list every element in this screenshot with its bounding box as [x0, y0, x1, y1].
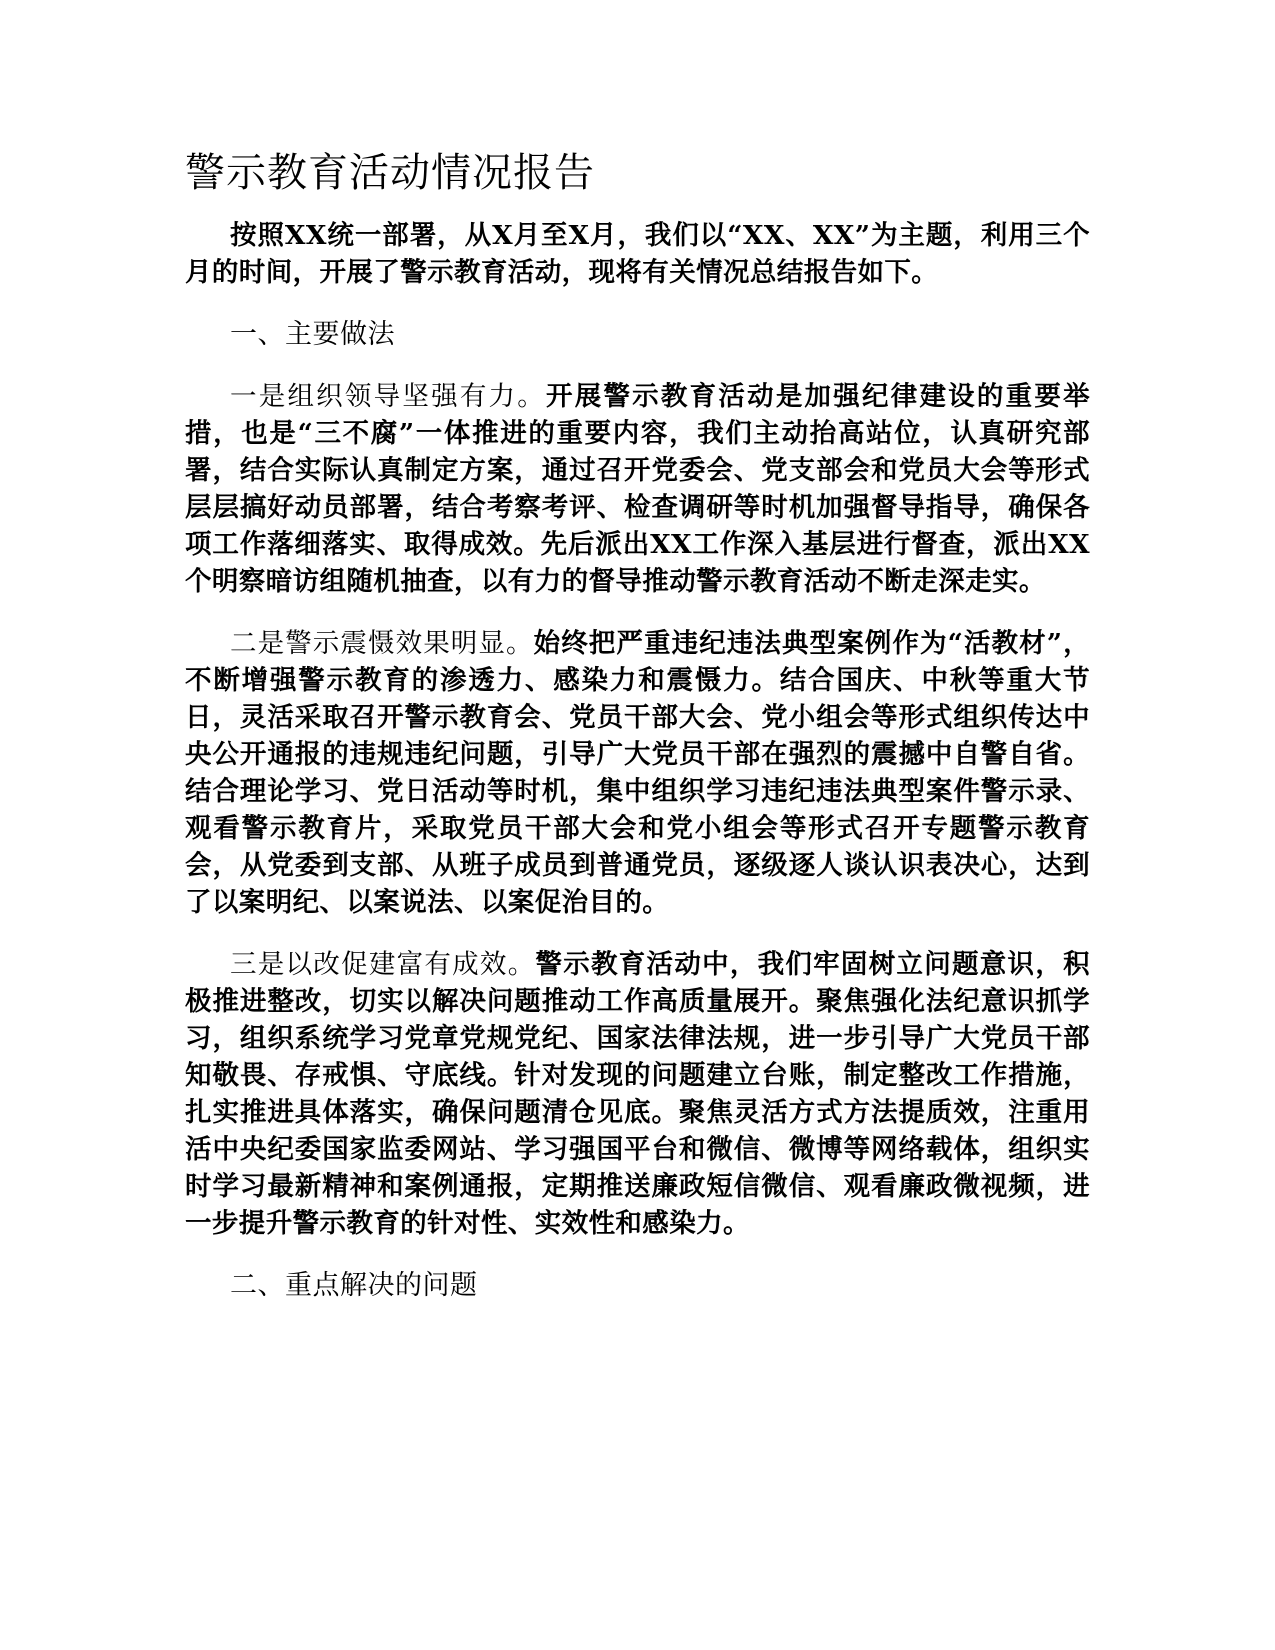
section-heading-main-practices: 一、主要做法: [230, 319, 395, 350]
item-paragraph-rectification: [185, 946, 1090, 1242]
item-body: 开展警示教育活动是加强纪律建设的重要举措，也是“三不腐”一体推进的重要内容，我们主动抬高站位，认真研究部署，结合实际认真制定方案，通过召开党委会、党支部会和党员大会等形式层层搞好动员部署，结合考察考评、检查调研等时机加强督导指导，确保各项工作落细落实、取得成效。先后派出XX工作深入基层进行督查，派出XX个明察暗访组随机抽查，以有力的督导推动警示教育活动不断走深走实。: [185, 381, 1090, 597]
item-lead: 三是以改促建富有成效。: [230, 949, 536, 980]
item-lead: 二是警示震慑效果明显。: [230, 628, 534, 659]
item-lead: 一是组织领导坚强有力。: [230, 381, 546, 412]
document-page: [185, 145, 1090, 1329]
document-title: 警示教育活动情况报告: [185, 150, 595, 196]
item-paragraph-leadership: [185, 378, 1090, 600]
item-body: 始终把严重违纪违法典型案例作为“活教材”，不断增强警示教育的渗透力、感染力和震慑力。结合国庆、中秋等重大节日，灵活采取召开警示教育会、党员干部大会、党小组会等形式组织传达中央公开通报的违规违纪问题，引导广大党员干部在强烈的震撼中自警自省。结合理论学习、党日活动等时机，集中组织学习违纪违法典型案件警示录、观看警示教育片，采取党员干部大会和党小组会等形式召开专题警示教育会，从党委到支部、从班子成员到普通党员，逐级逐人谈认识表决心，达到了以案明纪、以案说法、以案促治目的。: [185, 628, 1090, 918]
item-paragraph-deterrence: [185, 625, 1090, 921]
intro-paragraph: 按照XX统一部署，从X月至X月，我们以“XX、XX”为主题，利用三个月的时间，开展了警示教育活动，现将有关情况总结报告如下。: [185, 220, 1090, 288]
section-heading-key-issues: 二、重点解决的问题: [230, 1270, 478, 1301]
item-body: 警示教育活动中，我们牢固树立问题意识，积极推进整改，切实以解决问题推动工作高质量展开。聚焦强化法纪意识抓学习，组织系统学习党章党规党纪、国家法律法规，进一步引导广大党员干部知敬畏、存戒惧、守底线。针对发现的问题建立台账，制定整改工作措施，扎实推进具体落实，确保问题清仓见底。聚焦灵活方式方法提质效，注重用活中央纪委国家监委网站、学习强国平台和微信、微博等网络载体，组织实时学习最新精神和案例通报，定期推送廉政短信微信、观看廉政微视频，进一步提升警示教育的针对性、实效性和感染力。: [185, 949, 1090, 1239]
